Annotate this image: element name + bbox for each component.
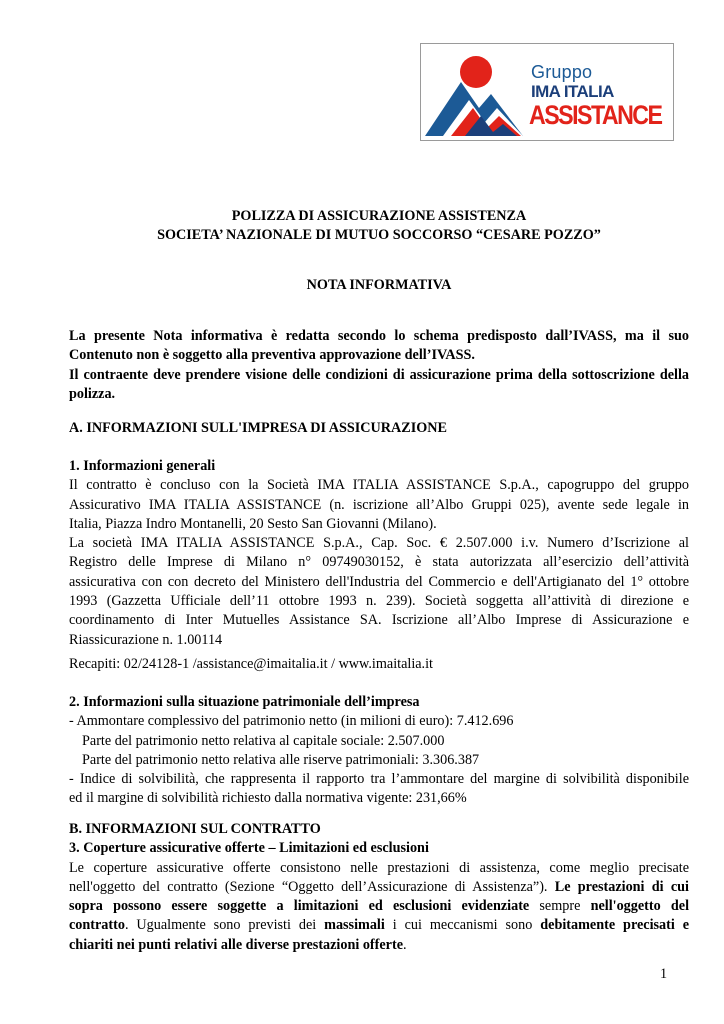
section-1-line: 1993 (Gazzetta Ufficiale dell’11 ottobre 1993 n. 239). Società soggetta all’attività di direzione e <box>69 593 689 610</box>
section-2-line: Parte del patrimonio netto relativa al capitale sociale: 2.507.000 <box>82 732 445 749</box>
section-3-text: . Ugualmente sono previsti dei <box>124 917 317 934</box>
section-3-line <box>69 916 689 935</box>
title-line-2: SOCIETA’ NAZIONALE DI MUTUO SOCCORSO “CESARE POZZO” <box>157 227 601 244</box>
intro-paragraph <box>69 327 689 404</box>
section-3-bold: contratto <box>69 917 125 934</box>
section-2-line: Parte del patrimonio netto relativa alle riserve patrimoniali: 3.306.387 <box>82 751 480 768</box>
section-2-line: - Indice di solvibilità, che rappresenta il rapporto tra l’ammontare del margine di solvibilità disponibile <box>69 771 689 788</box>
document-title <box>69 207 689 246</box>
section-3-bold: massimali <box>324 917 385 934</box>
section-1 <box>69 457 689 650</box>
section-1-line: Assicurativo IMA ITALIA ASSISTANCE (n. iscrizione all’Albo Gruppi 025), avente sede legale in <box>69 496 689 513</box>
section-1-line: coordinamento di Inter Mutuelles Assistance SA. Iscrizione all’Albo Imprese di Assicurazione e <box>69 612 689 629</box>
section-b-title: B. INFORMAZIONI SUL CONTRATTO <box>69 821 321 837</box>
section-2 <box>69 693 689 809</box>
section-3-bold: Le prestazioni di cui <box>554 878 689 895</box>
section-3-line <box>69 897 689 916</box>
section-2-line: - Ammontare complessivo del patrimonio netto (in milioni di euro): 7.412.696 <box>69 713 514 730</box>
section-1-line: Registro delle Imprese di Milano n° 09749030152, è stata autorizzata all’esercizio dell’attività <box>69 554 689 571</box>
intro-line: La presente Nota informativa è redatta secondo lo schema predisposto dall’IVASS, ma il suo <box>69 328 689 344</box>
section-3-bold: sopra possono essere soggette a limitazioni ed esclusioni evidenziate <box>69 898 530 915</box>
section-3-line <box>69 936 689 955</box>
nota-informativa-heading: NOTA INFORMATIVA <box>306 277 452 293</box>
section-3-line: Le coperture assicurative offerte consistono nelle prestazioni di assistenza, come meglio precisate <box>69 859 689 876</box>
section-3-bold: debitamente precisati e <box>540 917 690 934</box>
section-1-line: Italia, Piazza Indro Montanelli, 20 Sesto San Giovanni (Milano). <box>69 515 437 532</box>
section-1-line: assicurativa con con decreto del Ministero dell'Industria del Commercio e dell'Artigianato del 1° ottobre <box>69 573 689 590</box>
section-3-text: i cui meccanismi sono <box>392 917 533 934</box>
section-2-line: ed il margine di solvibilità richiesto dalla normativa vigente: 231,66% <box>69 790 467 807</box>
intro-line: polizza. <box>69 385 116 402</box>
ima-italia-logo <box>420 43 674 141</box>
section-3-title: 3. Coperture assicurative offerte – Limitazioni ed esclusioni <box>69 840 429 857</box>
section-1-title: 1. Informazioni generali <box>69 458 216 474</box>
section-3-bold: chiariti nei punti relativi alle diverse prestazioni offerte <box>69 936 404 953</box>
logo-ima-text: IMA ITALIA <box>531 82 614 101</box>
section-1-line: La società IMA ITALIA ASSISTANCE S.p.A., Cap. Soc. € 2.507.000 i.v. Numero d’Iscrizione al <box>69 535 689 552</box>
section-a-title: A. INFORMAZIONI SULL'IMPRESA DI ASSICURAZIONE <box>69 420 448 436</box>
section-2-title: 2. Informazioni sulla situazione patrimoniale dell’impresa <box>69 694 420 710</box>
section-1-line: Il contratto è concluso con la Società IMA ITALIA ASSISTANCE S.p.A., capogruppo del gruppo <box>69 477 689 494</box>
intro-line: Il contraente deve prendere visione delle condizioni di assicurazione prima della sottoscrizione della <box>69 366 689 383</box>
recapiti: Recapiti: 02/24128-1 /assistance@imaitalia.it / www.imaitalia.it <box>69 656 433 672</box>
section-3-line <box>69 878 689 897</box>
section-b <box>69 820 689 955</box>
page-number: 1 <box>660 966 668 982</box>
section-1-line: Riassicurazione n. 1.00114 <box>69 631 223 648</box>
section-3-text: . <box>403 936 407 953</box>
title-line-1: POLIZZA DI ASSICURAZIONE ASSISTENZA <box>231 208 527 224</box>
logo-gruppo-text: Gruppo <box>531 62 593 82</box>
intro-line: Contenuto non è soggetto alla preventiva approvazione dell’IVASS. <box>69 347 475 364</box>
section-3-bold: nell'oggetto del <box>590 898 690 915</box>
section-3-text: sempre <box>539 898 581 915</box>
logo-assistance-text: ASSISTANCE <box>529 100 662 130</box>
section-3-text: nell'oggetto del contratto (Sezione “Oggetto dell’Assicurazione di Assistenza”). <box>69 878 548 895</box>
